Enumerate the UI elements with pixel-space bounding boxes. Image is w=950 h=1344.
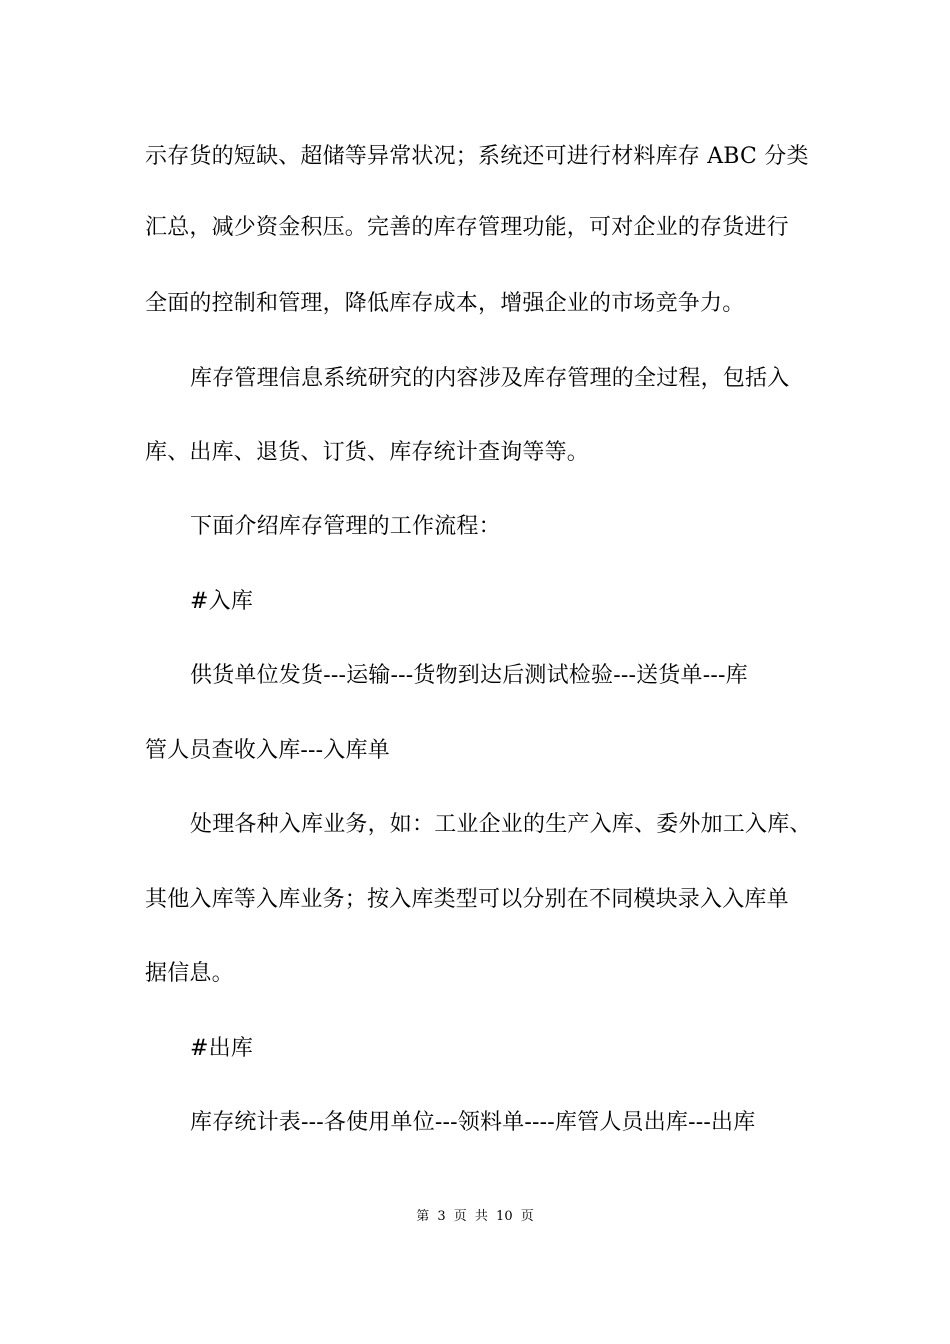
paragraph-line: 供货单位发货---运输---货物到达后测试检验---送货单---库: [190, 663, 748, 688]
section-heading: #出库: [190, 1036, 254, 1061]
section-heading: #入库: [190, 589, 254, 614]
paragraph-line: 库、出库、退货、订货、库存统计查询等等。: [145, 440, 590, 465]
paragraph-line: 汇总，减少资金积压。完善的库存管理功能，可对企业的存货进行: [145, 215, 789, 240]
paragraph-line: 库存统计表---各使用单位---领料单----库管人员出库---出库: [190, 1110, 756, 1135]
paragraph-line: 据信息。: [145, 961, 234, 986]
paragraph-line: 处理各种入库业务，如：工业企业的生产入库、委外加工入库、: [190, 812, 812, 837]
paragraph-line: 示存货的短缺、超储等异常状况；系统还可进行材料库存 ABC 分类: [145, 144, 809, 169]
page-number-footer: 第 3 页 共 10 页: [416, 1209, 534, 1224]
paragraph-line: 其他入库等入库业务；按入库类型可以分别在不同模块录入入库单: [145, 887, 789, 912]
paragraph-line: 下面介绍库存管理的工作流程：: [190, 514, 501, 539]
paragraph-line: 全面的控制和管理，降低库存成本，增强企业的市场竞争力。: [145, 291, 745, 316]
paragraph-line: 库存管理信息系统研究的内容涉及库存管理的全过程，包括入: [190, 366, 790, 391]
paragraph-line: 管人员查收入库---入库单: [145, 738, 390, 763]
